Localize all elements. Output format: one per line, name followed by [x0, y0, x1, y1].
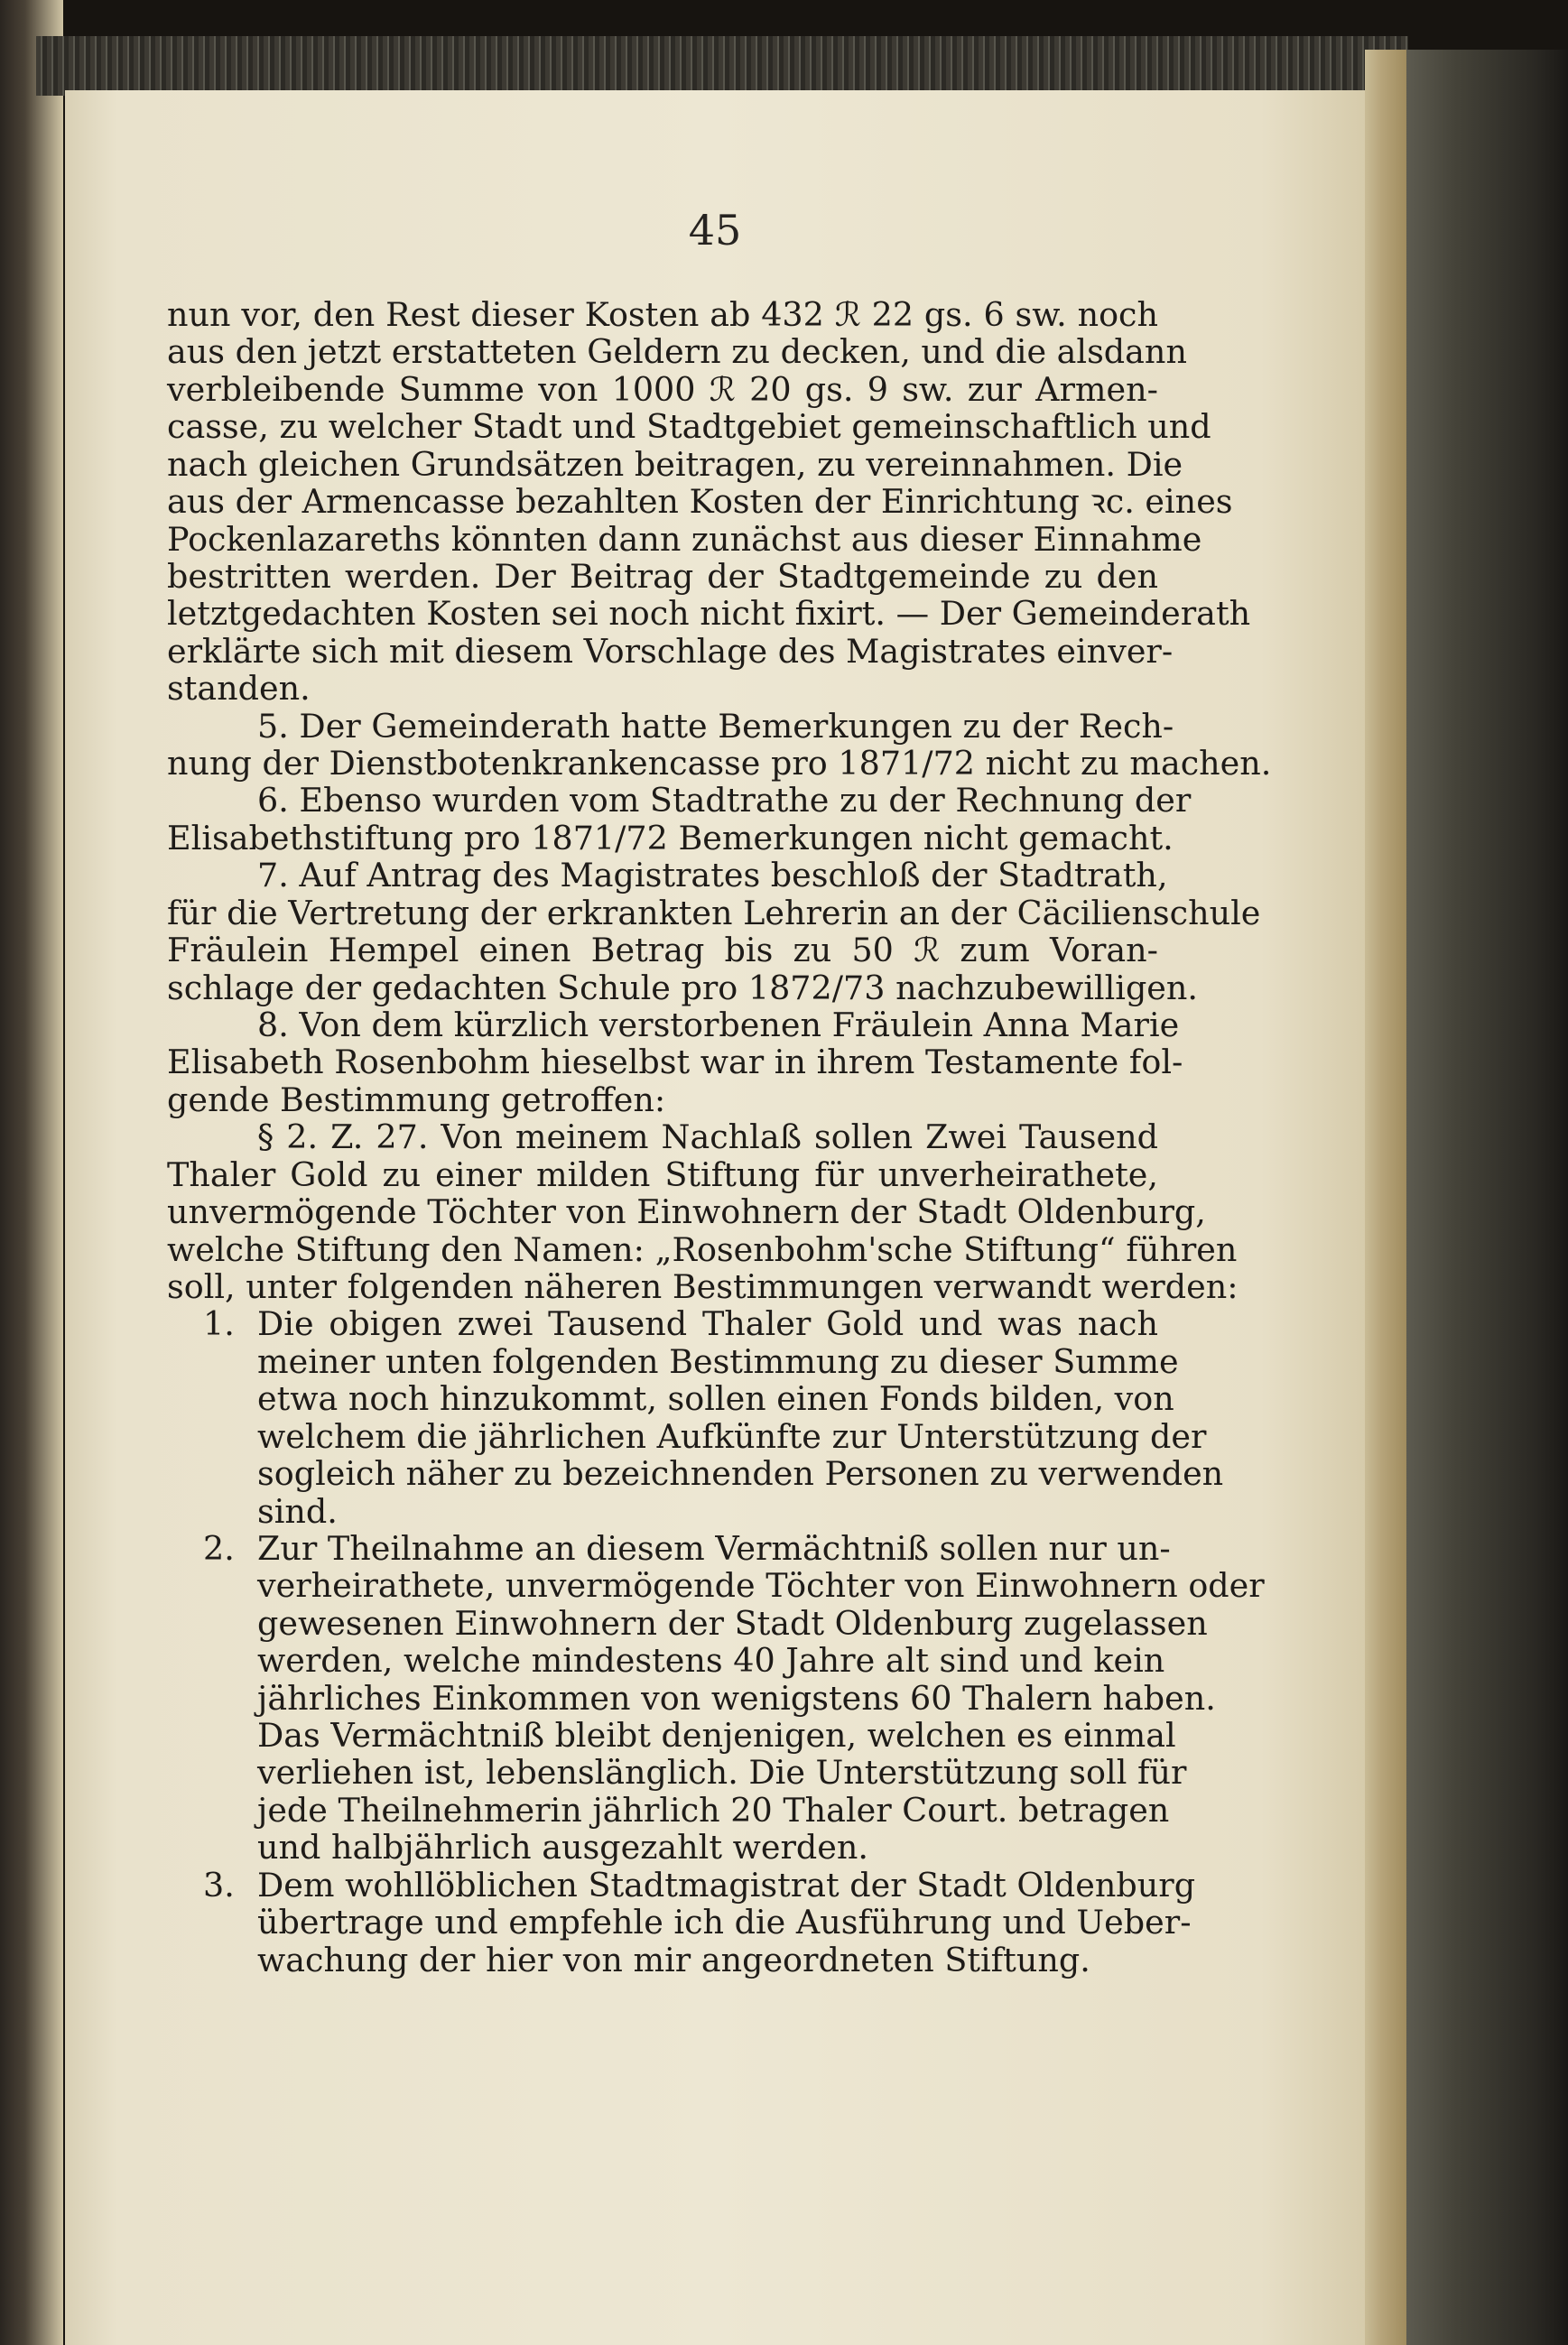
list-number: 2.: [203, 1528, 235, 1568]
book-cover: [1406, 50, 1568, 2345]
paragraph-5: 5. Der Gemeinderath hatte Bemerkungen zu der Rech-: [257, 706, 1174, 746]
page-stack-edge: [1365, 50, 1406, 2345]
text-line: übertrage und empfehle ich die Ausführung und Ueber-: [257, 1903, 1192, 1942]
text-line: gewesenen Einwohnern der Stadt Oldenburg zugelassen: [257, 1603, 1208, 1643]
body-text: [167, 295, 1272, 1979]
text-line: sind.: [257, 1491, 338, 1531]
text-line: Thaler Gold zu einer milden Stiftung für unverheirathete,: [167, 1154, 1158, 1194]
text-line: nach gleichen Grundsätzen beitragen, zu vereinnahmen. Die: [167, 444, 1183, 484]
text-line: welche Stiftung den Namen: „Rosenbohm'sche Stiftung“ führen: [167, 1229, 1238, 1269]
text-line: verbleibende Summe von 1000 ℛ 20 gs. 9 sw. zur Armen-: [167, 369, 1158, 409]
list-item-text: Die obigen zwei Tausend Thaler Gold und was nach: [257, 1304, 1158, 1344]
text-line: soll, unter folgenden näheren Bestimmungen verwandt werden:: [167, 1266, 1239, 1306]
paragraph-8: 8. Von dem kürzlich verstorbenen Fräulein Anna Marie: [257, 1006, 1180, 1045]
text-line: jede Theilnehmerin jährlich 20 Thaler Court. betragen: [257, 1790, 1170, 1830]
text-line: werden, welche mindestens 40 Jahre alt sind und kein: [257, 1641, 1165, 1681]
text-line: unvermögende Töchter von Einwohnern der Stadt Oldenburg,: [167, 1192, 1206, 1232]
list-item-text: Dem wohllöblichen Stadtmagistrat der Stadt Oldenburg: [257, 1865, 1196, 1905]
text-line: gende Bestimmung getroffen:: [167, 1080, 666, 1119]
text-line: bestritten werden. Der Beitrag der Stadtgemeinde zu den: [167, 556, 1158, 596]
text-line: schlage der gedachten Schule pro 1872/73 nachzubewilligen.: [167, 968, 1199, 1007]
text-line: und halbjährlich ausgezahlt werden.: [257, 1828, 868, 1868]
paragraph-7: 7. Auf Antrag des Magistrates beschloß der Stadtrath,: [257, 856, 1168, 895]
text-line: Elisabethstiftung pro 1871/72 Bemerkungen nicht gemacht.: [167, 818, 1174, 857]
text-line: aus den jetzt erstatteten Geldern zu decken, und die alsdann: [167, 332, 1187, 372]
text-line: verheirathete, unvermögende Töchter von Einwohnern oder: [257, 1566, 1265, 1606]
text-line: für die Vertretung der erkrankten Lehrerin an der Cäcilienschule: [167, 893, 1261, 932]
testament-quote: § 2. Z. 27. Von meinem Nachlaß sollen Zwei Tausend: [257, 1117, 1158, 1157]
list-item-3: [167, 1865, 1196, 1905]
text-line: erklärte sich mit diesem Vorschlage des Magistrates einver-: [167, 631, 1174, 671]
text-line: verliehen ist, lebenslänglich. Die Unterstützung soll für: [257, 1753, 1187, 1793]
list-item-2: [167, 1528, 1171, 1568]
text-line: welchem die jährlichen Aufkünfte zur Unterstützung der: [257, 1416, 1207, 1456]
page: [65, 90, 1365, 2345]
text-line: standen.: [167, 669, 311, 709]
text-line: nung der Dienstbotenkrankencasse pro 1871/72 nicht zu machen.: [167, 744, 1272, 783]
text-line: aus der Armencasse bezahlten Kosten der Einrichtung ꝛc. eines: [167, 482, 1233, 522]
text-line: etwa noch hinzukommt, sollen einen Fonds bilden, von: [257, 1379, 1174, 1419]
text-line: Elisabeth Rosenbohm hieselbst war in ihrem Testamente fol-: [167, 1043, 1183, 1082]
list-number: 1.: [203, 1304, 235, 1344]
text-line: letztgedachten Kosten sei noch nicht fixirt. — Der Gemeinderath: [167, 594, 1251, 634]
text-line: meiner unten folgenden Bestimmung zu dieser Summe: [257, 1341, 1179, 1381]
facing-page-edge: [0, 0, 63, 2345]
paragraph-6: 6. Ebenso wurden vom Stadtrathe zu der Rechnung der: [257, 781, 1192, 820]
text-line: wachung der hier von mir angeordneten Stiftung.: [257, 1940, 1090, 1979]
list-number: 3.: [203, 1865, 235, 1905]
list-item-1: [167, 1305, 1158, 1342]
text-line: Das Vermächtniß bleibt denjenigen, welchen es einmal: [257, 1716, 1176, 1756]
list-item-text: Zur Theilnahme an diesem Vermächtniß sollen nur un-: [257, 1528, 1171, 1568]
text-line: jährliches Einkommen von wenigstens 60 Thalern haben.: [257, 1678, 1216, 1718]
page-number: 45: [688, 206, 742, 255]
binding-strip: [36, 36, 1408, 96]
text-line: Fräulein Hempel einen Betrag bis zu 50 ℛ zum Voran-: [167, 931, 1158, 970]
text-line: Pockenlazareths könnten dann zunächst aus dieser Einnahme: [167, 519, 1202, 559]
text-line: sogleich näher zu bezeichnenden Personen zu verwenden: [257, 1454, 1224, 1494]
text-line: casse, zu welcher Stadt und Stadtgebiet gemeinschaftlich und: [167, 407, 1211, 447]
text-line: nun vor, den Rest dieser Kosten ab 432 ℛ 22 gs. 6 sw. noch: [167, 295, 1158, 334]
